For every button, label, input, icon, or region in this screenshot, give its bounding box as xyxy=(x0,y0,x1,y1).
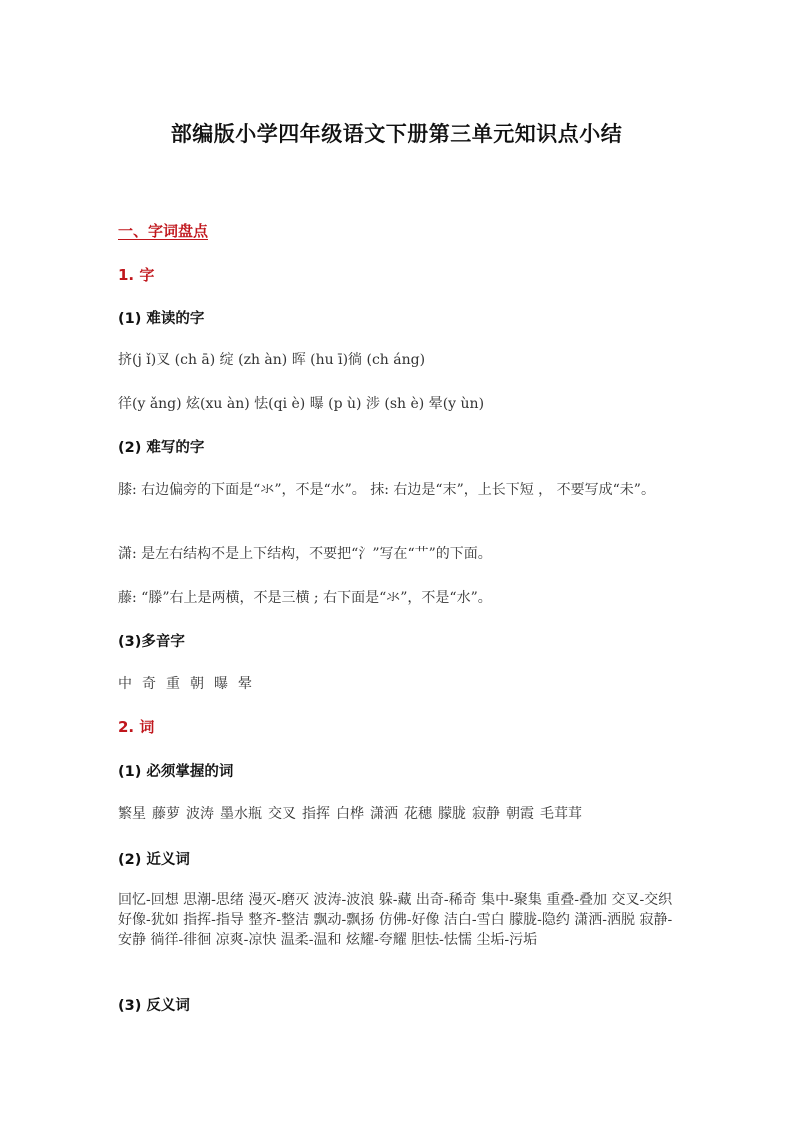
writing-note-2: 潇: 是左右结构不是上下结构，不要把“氵”写在“艹”的下面。 xyxy=(118,546,492,562)
word-item: 潇洒 xyxy=(370,806,398,822)
word-item: 朝霞 xyxy=(506,806,534,822)
writing-note-3: 藤: “滕”右上是两横，不是三横 ; 右下面是“氺”，不是“水”。 xyxy=(118,590,492,606)
word-item: 花穗 xyxy=(404,806,432,822)
polyphone-char: 奇 xyxy=(142,676,156,692)
word-item: 毛茸茸 xyxy=(540,806,582,822)
subheading-synonyms: (2) 近义词 xyxy=(118,852,190,868)
word-item: 波涛 xyxy=(186,806,214,822)
subheading-characters: 1. 字 xyxy=(118,266,155,284)
polyphone-char: 朝 xyxy=(190,676,204,692)
polyphone-char: 中 xyxy=(118,676,132,692)
synonym-list: 回忆-回想 思潮-思绪 漫灭-磨灭 波涛-波浪 躲-藏 出奇-稀奇 集中-聚集 重叠-叠加 交叉-交织 好像-犹如 指挥-指导 整齐-整洁 飘动-飘扬 仿佛-好像 洁白-雪白 朦胧-隐约 潇洒-洒脱 寂静-安静 徜徉-徘徊 凉爽-凉快 温柔-温和 炫耀-夸耀 胆怯-怯懦 尘垢-污垢 xyxy=(118,892,673,948)
pinyin-line-1: 挤(j ǐ)叉 (ch ā) 绽 (zh àn) 晖 (hu ī)徜 (ch áng) xyxy=(118,352,426,368)
polyphone-char: 曝 xyxy=(214,676,228,692)
section-heading-vocabulary: 一、字词盘点 xyxy=(118,222,209,240)
word-item: 交叉 xyxy=(268,806,296,822)
subheading-hard-to-write: (2) 难写的字 xyxy=(118,440,205,456)
subheading-antonyms: (3) 反义词 xyxy=(118,998,190,1014)
subheading-polyphones: (3)多音字 xyxy=(118,634,185,650)
subheading-words: 2. 词 xyxy=(118,718,155,736)
must-master-word-list xyxy=(118,804,698,824)
word-item: 墨水瓶 xyxy=(220,806,262,822)
word-item: 指挥 xyxy=(302,806,330,822)
word-item: 藤萝 xyxy=(152,806,180,822)
polyphone-list xyxy=(118,674,678,694)
writing-note-1: 膝: 右边偏旁的下面是“氺”，不是“水”。 抹: 右边是“末”，上长下短 ， 不要写成“未”。 xyxy=(118,482,655,498)
pinyin-line-2: 徉(y ǎng) 炫(xu àn) 怯(qi è) 曝 (p ù) 涉 (sh è) 晕(y ùn) xyxy=(118,396,485,412)
document-title: 部编版小学四年级语文下册第三单元知识点小结 xyxy=(170,122,623,146)
subheading-hard-to-read: (1) 难读的字 xyxy=(118,311,205,327)
word-item: 白桦 xyxy=(336,806,364,822)
polyphone-char: 晕 xyxy=(238,676,252,692)
subheading-must-master: (1) 必须掌握的词 xyxy=(118,764,234,780)
word-item: 寂静 xyxy=(472,806,500,822)
polyphone-char: 重 xyxy=(166,676,180,692)
word-item: 朦胧 xyxy=(438,806,466,822)
word-item: 繁星 xyxy=(118,806,146,822)
